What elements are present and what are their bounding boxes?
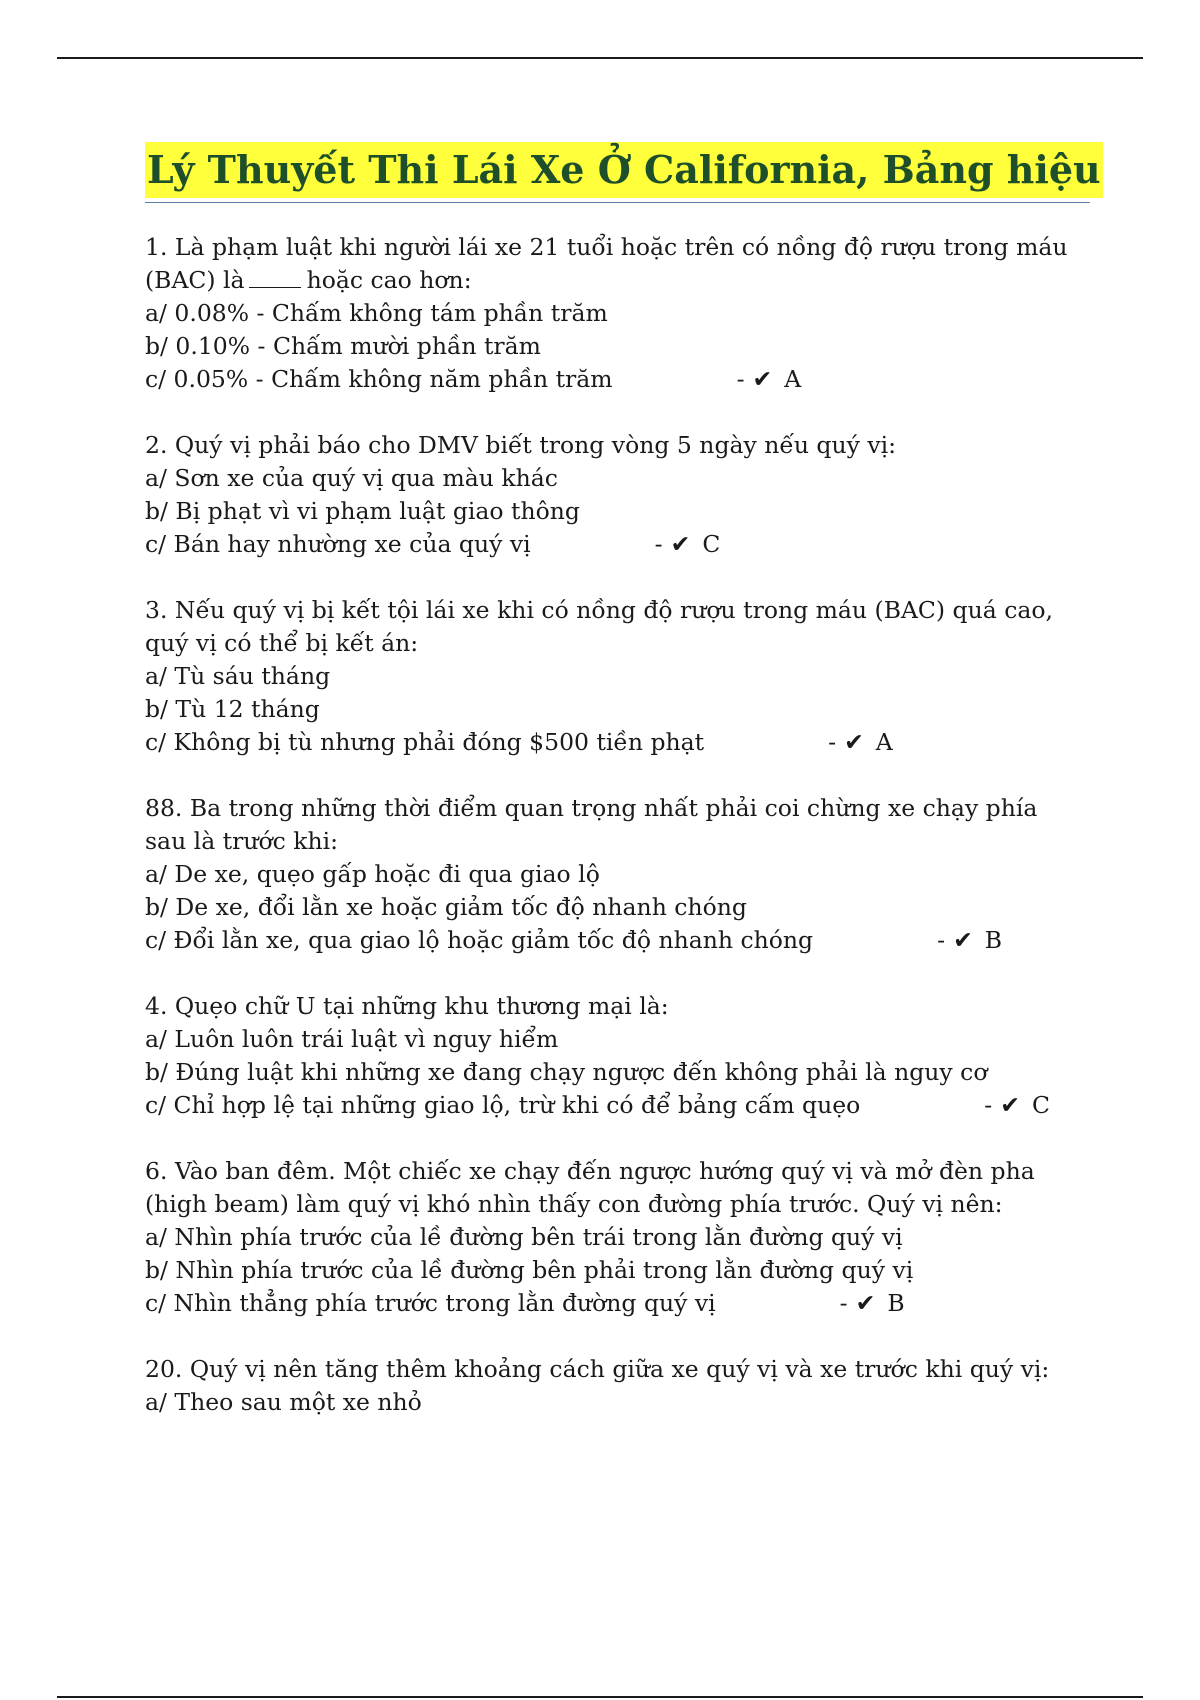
checkmark-icon: ✔	[752, 365, 773, 393]
answer-option-text: c/ Đổi lằn xe, qua giao lộ hoặc giảm tốc độ nhanh chóng	[145, 926, 814, 954]
bottom-rule	[57, 1696, 1143, 1698]
answer-option-c	[145, 1287, 1090, 1320]
fill-in-blank	[249, 287, 301, 288]
page-title: Lý Thuyết Thi Lái Xe Ở California, Bảng hiệu	[145, 142, 1103, 198]
answer-option-a: a/ Sơn xe của quý vị qua màu khác	[145, 464, 558, 492]
correct-answer	[737, 363, 802, 396]
correct-answer	[937, 924, 1002, 957]
correct-answer	[828, 726, 893, 759]
answer-letter: A	[784, 365, 802, 393]
question-prompt: 88. Ba trong những thời điểm quan trọng nhất phải coi chừng xe chạy phía	[145, 794, 1038, 822]
checkmark-icon: ✔	[1000, 1091, 1020, 1119]
answer-dash: -	[736, 365, 745, 393]
answer-option-text: c/ Chỉ hợp lệ tại những giao lộ, trừ khi có để bảng cấm quẹo	[145, 1091, 861, 1119]
checkmark-icon: ✔	[855, 1289, 876, 1317]
answer-option-b: b/ Bị phạt vì vi phạm luật giao thông	[145, 497, 580, 525]
answer-letter: B	[984, 926, 1003, 954]
correct-answer	[984, 1089, 1050, 1122]
question-prompt: sau là trước khi:	[145, 827, 339, 855]
checkmark-icon: ✔	[844, 728, 864, 756]
answer-option-a: a/ Nhìn phía trước của lề đường bên trái trong lằn đường quý vị	[145, 1223, 903, 1251]
question-prompt-text: hoặc cao hơn:	[306, 266, 472, 294]
answer-option-a: a/ 0.08% - Chấm không tám phần trăm	[145, 299, 608, 327]
answer-option-c	[145, 1089, 1090, 1122]
question-prompt: (high beam) làm quý vị khó nhìn thấy con đường phía trước. Quý vị nên:	[145, 1190, 1003, 1218]
answer-letter: A	[875, 728, 893, 756]
question-prompt: quý vị có thể bị kết án:	[145, 629, 419, 657]
question-2	[145, 429, 1090, 561]
checkmark-icon: ✔	[670, 530, 691, 558]
answer-option-b: b/ Đúng luật khi những xe đang chạy ngược đến không phải là nguy cơ	[145, 1058, 988, 1086]
answer-dash: -	[839, 1289, 848, 1317]
answer-option-a: a/ Theo sau một xe nhỏ	[145, 1388, 422, 1416]
answer-option-b: b/ Nhìn phía trước của lề đường bên phải trong lằn đường quý vị	[145, 1256, 914, 1284]
question-prompt: 4. Quẹo chữ U tại những khu thương mại là:	[145, 992, 669, 1020]
answer-letter: C	[1031, 1091, 1050, 1119]
answer-dash: -	[984, 1091, 993, 1119]
question-20	[145, 1353, 1090, 1419]
answer-option-a: a/ Tù sáu tháng	[145, 662, 331, 690]
answer-option-a: a/ De xe, quẹo gấp hoặc đi qua giao lộ	[145, 860, 600, 888]
answer-dash: -	[937, 926, 946, 954]
question-prompt	[145, 264, 1090, 297]
answer-option-c	[145, 363, 1090, 396]
answer-letter: C	[702, 530, 721, 558]
answer-option-c	[145, 726, 1090, 759]
checkmark-icon: ✔	[953, 926, 973, 954]
question-prompt: 2. Quý vị phải báo cho DMV biết trong vòng 5 ngày nếu quý vị:	[145, 431, 897, 459]
answer-option-c	[145, 528, 1090, 561]
answer-option-b: b/ Tù 12 tháng	[145, 695, 320, 723]
answer-option-text: c/ Không bị tù nhưng phải đóng $500 tiền phạt	[145, 728, 705, 756]
title-block	[145, 142, 1101, 203]
top-rule	[57, 57, 1143, 59]
question-prompt: 20. Quý vị nên tăng thêm khoảng cách giữa xe quý vị và xe trước khi quý vị:	[145, 1355, 1050, 1383]
answer-dash: -	[828, 728, 837, 756]
question-88	[145, 792, 1090, 957]
question-4	[145, 990, 1090, 1122]
answer-option-text: c/ Nhìn thẳng phía trước trong lằn đường quý vị	[145, 1289, 716, 1317]
question-prompt: 3. Nếu quý vị bị kết tội lái xe khi có nồng độ rượu trong máu (BAC) quá cao,	[145, 596, 1053, 624]
answer-option-a: a/ Luôn luôn trái luật vì nguy hiểm	[145, 1025, 559, 1053]
answer-dash: -	[654, 530, 663, 558]
answer-option-text: c/ Bán hay nhường xe của quý vị	[145, 530, 531, 558]
correct-answer	[655, 528, 721, 561]
question-1	[145, 231, 1090, 396]
answer-option-text: c/ 0.05% - Chấm không năm phần trăm	[145, 365, 613, 393]
document-body	[145, 142, 1101, 1452]
answer-letter: B	[887, 1289, 905, 1317]
answer-option-b: b/ 0.10% - Chấm mười phần trăm	[145, 332, 541, 360]
correct-answer	[840, 1287, 905, 1320]
question-prompt-text: (BAC) là	[145, 266, 245, 294]
question-prompt: 1. Là phạm luật khi người lái xe 21 tuổi hoặc trên có nồng độ rượu trong máu	[145, 233, 1068, 261]
answer-option-c	[145, 924, 1090, 957]
answer-option-b: b/ De xe, đổi lằn xe hoặc giảm tốc độ nhanh chóng	[145, 893, 747, 921]
question-prompt: 6. Vào ban đêm. Một chiếc xe chạy đến ngược hướng quý vị và mở đèn pha	[145, 1157, 1035, 1185]
question-6	[145, 1155, 1090, 1320]
question-3	[145, 594, 1090, 759]
